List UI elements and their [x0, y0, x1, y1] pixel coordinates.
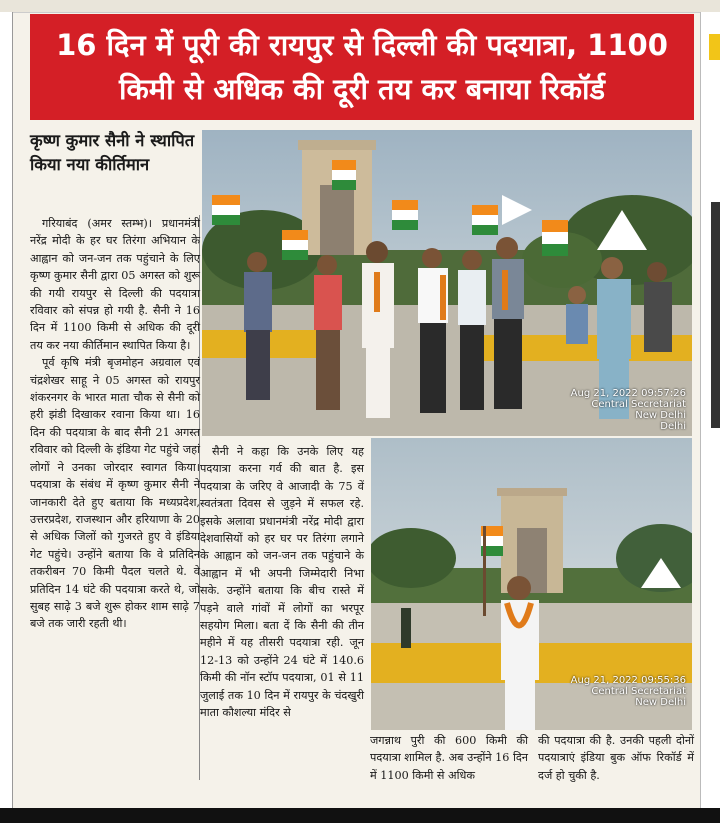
article-column-2: [200, 443, 364, 722]
article-column-3b: [538, 732, 694, 784]
headline-text: 16 दिन में पूरी की रायपुर से दिल्ली की पदयात्रा, 1100 किमी से अधिक की दूरी तय कर बनाया रिकॉर्ड: [56, 28, 668, 106]
headline-banner: [30, 14, 694, 120]
article-paragraph: की पदयात्रा की है. उनकी पहली दोनों पदयात्राएं इंडिया बुक ऑफ रिकॉर्ड में दर्ज हो चुकी है.: [538, 734, 694, 782]
stamp-line: New Delhi: [635, 410, 686, 421]
photo-2-timestamp: [571, 675, 686, 708]
bottom-black-bar: [0, 808, 720, 823]
top-clipped-strip: [0, 0, 720, 13]
right-yellow-marker: [709, 34, 720, 60]
right-clipped-photo: [711, 202, 720, 428]
subheadline: कृष्ण कुमार सैनी ने स्थापित किया नया कीर्तिमान: [30, 131, 195, 174]
article-paragraph: गरियाबंद (अमर स्तम्भ)। प्रधानमंत्री नरेंद्र मोदी के हर घर तिरंगा अभियान के आह्वान को जन-जन तक पहुंचाने के लिए कृष्ण कुमार सैनी द्वारा 05 अगस्त को शुरू की गयी रायपुर से दिल्ली की पदयात्रा रविवार को संपन्न हो गयी है. सैनी ने 16 दिन में 1100 किमी से अधिक की दूरी तय कर नया कीर्तिमान स्थापित किया है।: [30, 217, 200, 352]
right-clipped-column: [700, 12, 720, 812]
stamp-line: Aug 21, 2022 09:55:36: [570, 675, 686, 686]
photo-1-timestamp: [571, 388, 686, 432]
article-paragraph: पूर्व कृषि मंत्री बृजमोहन अग्रवाल एवं चंद्रशेखर साहू ने 05 अगस्त को रायपुर शंकरनगर के भारत माता चौक से सैनी को हरी झंडी दिखाकर रवाना किया था। 16 दिन की पदयात्रा के बाद सैनी 21 अगस्त रविवार को दिल्ली के इंडिया गेट पहुंचे जहां लोगों ने उनका जोरदार स्वागत किया। पदयात्रा के संबंध में कृष्ण कुमार सैनी ने जानकारी देते हुए बताया कि मध्यप्रदेश, उत्तरप्रदेश, राजस्थान और हरियाणा के 20 से अधिक जिलों को गुजरते हुए वे इंडिया गेट पहुंचे। उन्होंने बताया कि वे प्रतिदिन तकरीबन 70 किमी पैदल चलते थे. वे प्रतिदिन 14 घंटे की पदयात्रा करते थे, जो सुबह साढ़े 3 बजे शुरू होकर शाम साढ़े 7 बजे तक जारी रहती थी।: [30, 356, 200, 631]
article-column-3a: [370, 732, 528, 784]
stamp-line: New Delhi: [635, 697, 686, 708]
left-clipped-column: [0, 12, 13, 812]
stamp-line: Central Secretariat: [591, 399, 686, 410]
article-paragraph: सैनी ने कहा कि उनके लिए यह पदयात्रा करना गर्व की बात है. इस पदयात्रा के जरिए वे आजादी के 75 वें स्वतंत्रता दिवस से जुड़ने में सफल रहे. इसके अलावा प्रधानमंत्री नरेंद्र मोदी द्वारा देशवासियों को हर घर पर तिरंगा लगाने के आह्वान को जन-जन तक पहुंचाने के आह्वान में भी अपनी जिम्मेदारी निभा सके. उन्होंने बताया कि बीच रास्ते में पड़ने वाले गांवों में लोगों का भरपूर सहयोग मिला। बता दें कि सैनी की तीन महीने में यह तीसरी पदयात्रा रही. जून 12-13 को उन्होंने 24 घंटे में 140.6 किमी की नॉन स्टॉप पदयात्रा, 01 से 11 जुलाई तक 10 दिन में रायपुर के चंदखुरी माता कौशल्या मंदिर से: [200, 445, 364, 720]
article-paragraph: जगन्नाथ पुरी की 600 किमी की पदयात्रा शामिल है. अब उन्होंने 16 दिन में 1100 किमी से अधिक: [370, 734, 529, 782]
stamp-line: Central Secretariat: [591, 686, 686, 697]
stamp-line: Delhi: [660, 421, 686, 432]
photo-man-with-flags: [371, 438, 692, 730]
article-column-1: [30, 215, 200, 633]
photo-group-india-gate: [202, 130, 692, 436]
stamp-line: Aug 21, 2022 09:57:26: [570, 388, 686, 399]
